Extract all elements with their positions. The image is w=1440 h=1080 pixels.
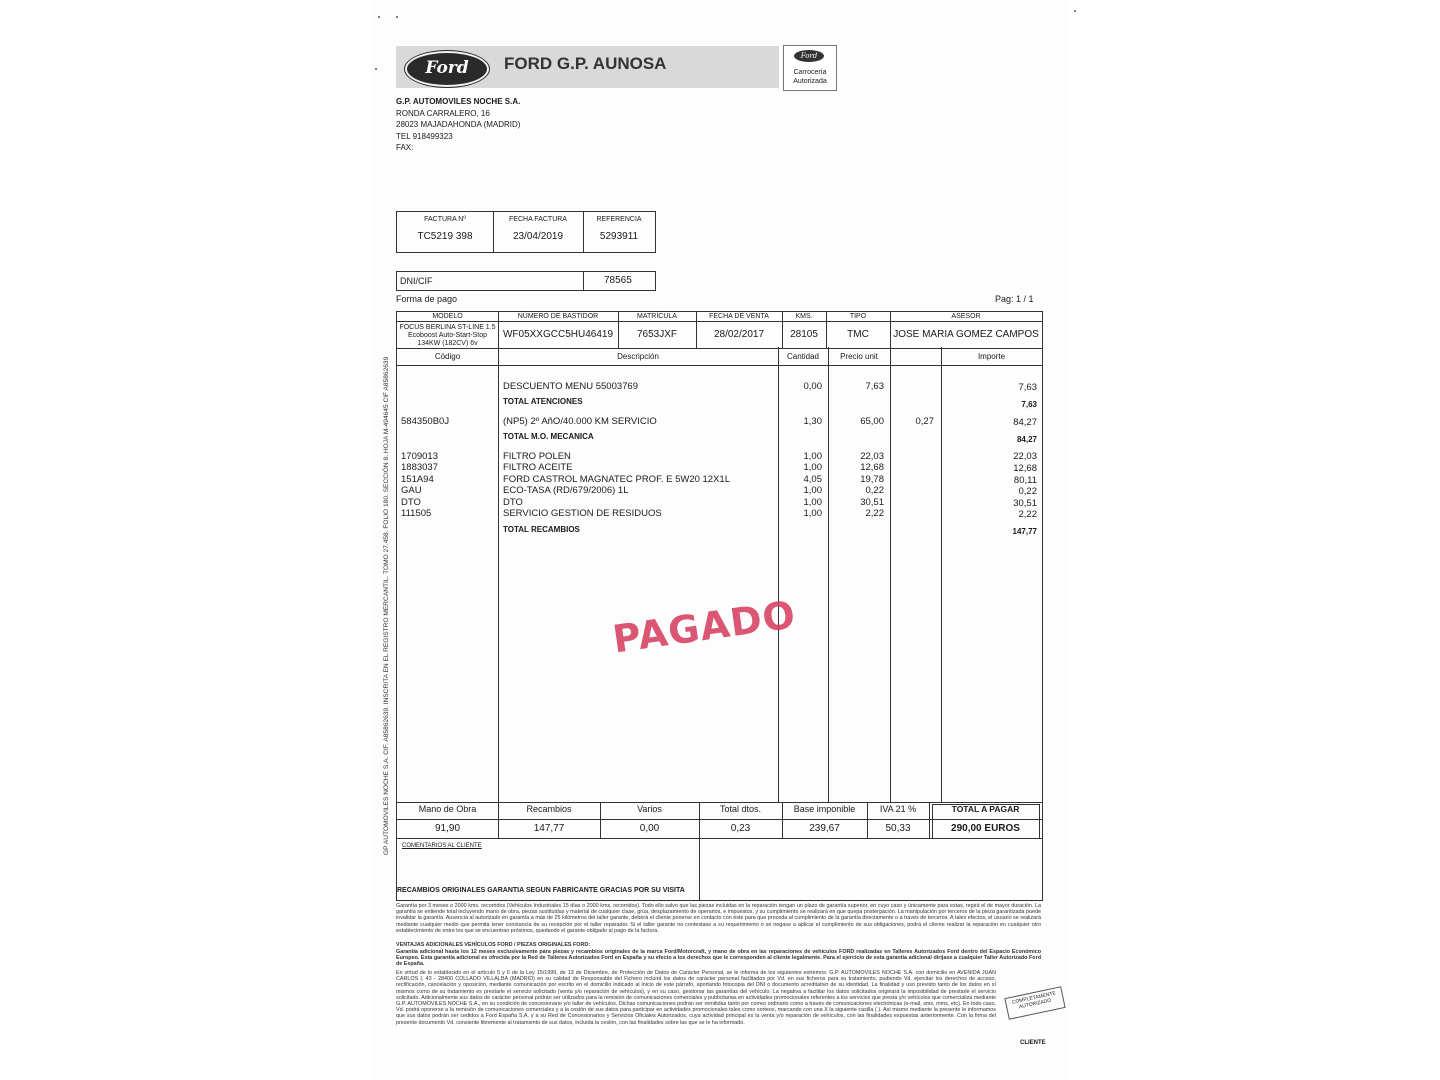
invoice-meta-box <box>396 211 656 253</box>
line-code: GAU <box>401 485 422 496</box>
line-code: 584350B0J <box>401 416 450 427</box>
line-description: FORD CASTROL MAGNATEC PROF. E 5W20 12X1L <box>503 474 730 485</box>
company-city: 28023 MAJADAHONDA (MADRID) <box>396 120 521 129</box>
comments-box <box>396 838 1043 901</box>
registry-side-text: GP AUTOMOVILES NOCHE S.A. CIF. A85862639. INSCRITA EN EL REGISTRO MERCANTIL. TOMO 27.458. FOLIO 180. SECCIÓN 8. HOJA M-494645 CIF A85862639 <box>383 356 390 855</box>
line-amount: 80,11 <box>1013 475 1037 486</box>
line-unit-price: 0,22 <box>865 485 884 496</box>
plate-cell: MATRÍCULA 7653JXF <box>636 313 678 340</box>
company-street: RONDA CARRALERO, 16 <box>396 108 490 118</box>
line-discount: 0,27 <box>915 416 934 427</box>
scan-speck <box>375 68 377 70</box>
warranty-text: Garantía por 3 meses o 2000 kms. recorridos (Vehículos Industriales 15 días o 2000 kms. recorridos). Todo ello salvo que las piezas incluidas en la reparación tengan un plazo de garantía superior, en cuyo caso y únicamente para estas, regirá el de mayor duración. La garantía se entiende total incluyendo mano de obra, piezas sustituidas y material de cualquier clase, grúa, desplazamiento de operarios, e impuestos, y su cumplimiento se realizará en que quepa postergación. La manipulación por terceros de la pieza garantizada puede invalidar la garantía. Ausencia al autorizado en garantía a más de 25 kilómetros del taller garante, deberá el cliente ponerse en contacto con éste para que proceda al cumplimiento de la garantía directamente o a través de terceros. A tales efectos, el usuario se realizará mediante cualquier medio que permita tener constancia de su recepción por el taller reparador. Si el taller garante no contestase a su requerimiento o se negase a aplicar el cumplimiento de sus obligaciones, podrá el cliente realizar la reparación en cualquier otro establecimiento de entre los que se encuentran próximos, quedando el garante obligado al pago de la factura. <box>396 903 1041 934</box>
line-description: DESCUENTO MENU 55003769 <box>503 381 638 392</box>
ford-logo: Ford <box>405 51 489 87</box>
discounts-total: 0,23 <box>730 823 751 834</box>
invoice-lines-table <box>396 347 1043 803</box>
advisor-cell: ASESOR JOSE MARIA GOMEZ CAMPOS <box>893 313 1039 340</box>
vehicle-table <box>396 311 1043 349</box>
line-amount: 22,03 <box>1013 451 1037 462</box>
col-header-amount: Importe <box>977 352 1006 361</box>
scan-speck <box>396 16 398 18</box>
advantages-title: VENTAJAS ADICIONALES VEHÍCULOS FORD / PIEZAS ORIGINALES FORD: <box>396 942 591 948</box>
subtotal-label: TOTAL M.O. MECANICA <box>503 432 594 441</box>
subtotal-label: TOTAL ATENCIONES <box>503 397 583 406</box>
subtotal-amount: 147,77 <box>1012 527 1037 536</box>
total-due-label: TOTAL A PAGAR <box>951 804 1020 814</box>
vin-cell: NÚMERO DE BASTIDOR WF05XXGCC5HU46419 <box>502 313 614 340</box>
comments-label: COMENTARIOS AL CLIENTE <box>402 843 482 849</box>
badge-line: Autorizada <box>793 78 827 85</box>
paid-stamp: PAGADO <box>610 592 799 662</box>
vehicle-model-cell: MODELO FOCUS BERLINA ST-LINE 1.5 Ecoboost Auto-Start-Stop 134KW (182CV) 6v <box>399 313 496 347</box>
line-code: DTO <box>401 497 421 508</box>
line-code: 111505 <box>401 508 432 519</box>
parts-total: 147,77 <box>533 823 565 834</box>
line-quantity: 1,30 <box>803 416 822 427</box>
company-name: G.P. AUTOMOVILES NOCHE S.A. <box>396 97 521 106</box>
line-unit-price: 30,51 <box>860 497 884 508</box>
line-unit-price: 65,00 <box>860 416 884 427</box>
company-phone: TEL 918499323 <box>396 131 453 141</box>
comments-footer: RECAMBIOS ORIGINALES GARANTIA SEGUN FABRICANTE GRACIAS POR SU VISITA <box>397 887 685 894</box>
sale-date-cell: FECHA DE VENTA 28/02/2017 <box>709 313 769 340</box>
line-unit-price: 12,68 <box>860 462 884 473</box>
line-description: (NP5) 2º AñO/40.000 KM SERVICIO <box>503 416 657 427</box>
line-description: FILTRO POLEN <box>503 451 571 462</box>
col-header-code: Código <box>434 352 461 361</box>
dealer-name: FORD G.P. AUNOSA <box>504 54 667 73</box>
col-header-quantity: Cantidad <box>786 352 820 361</box>
line-unit-price: 7,63 <box>865 381 884 392</box>
subtotal-amount: 7,63 <box>1021 400 1037 409</box>
subtotal-amount: 84,27 <box>1016 435 1037 444</box>
scan-speck <box>1074 10 1076 12</box>
line-amount: 30,51 <box>1013 498 1037 509</box>
col-header-description: Descripción <box>617 352 659 361</box>
line-description: FILTRO ACEITE <box>503 462 573 473</box>
tax-base-label: Base imponible <box>793 804 856 814</box>
page-number: Pag: 1 / 1 <box>995 294 1034 304</box>
line-quantity: 1,00 <box>803 497 822 508</box>
line-code: 1709013 <box>401 451 438 462</box>
type-cell: TIPO TMC <box>847 313 869 340</box>
kms-cell: KMS. 28105 <box>790 313 818 340</box>
authorization-stamp: COMPLETAMENTE AUTORIZADO <box>1004 986 1065 1020</box>
ford-badge-logo: Ford <box>794 50 824 62</box>
misc-total: 0,00 <box>639 823 660 834</box>
line-quantity: 4,05 <box>803 474 822 485</box>
subtotal-label: TOTAL RECAMBIOS <box>503 525 580 534</box>
labor-total: 91,90 <box>434 823 461 834</box>
company-address <box>396 96 520 154</box>
line-amount: 84,27 <box>1013 417 1037 428</box>
line-unit-price: 19,78 <box>860 474 884 485</box>
parts-label: Recambios <box>526 804 572 814</box>
invoice-date-cell: FECHA FACTURA 23/04/2019 <box>509 216 567 242</box>
scan-speck <box>378 16 380 18</box>
line-description: DTO <box>503 497 523 508</box>
line-amount: 0,22 <box>1018 486 1037 497</box>
line-quantity: 1,00 <box>803 462 822 473</box>
labor-label: Mano de Obra <box>418 804 477 814</box>
line-code: 151A94 <box>401 474 434 485</box>
line-quantity: 0,00 <box>803 381 822 392</box>
line-description: SERVICIO GESTION DE RESIDUOS <box>503 508 662 519</box>
misc-label: Varios <box>637 804 662 814</box>
vat-total: 50,33 <box>885 823 911 834</box>
line-amount: 2,22 <box>1018 509 1037 520</box>
company-fax: FAX: <box>396 143 414 152</box>
line-code: 1883037 <box>401 462 438 473</box>
total-due: 290,00 EUROS <box>951 823 1020 834</box>
discounts-label: Total dtos. <box>719 804 762 814</box>
line-unit-price: 2,22 <box>865 508 884 519</box>
vat-label: IVA 21 % <box>879 804 917 814</box>
line-amount: 12,68 <box>1013 463 1037 474</box>
tax-base-total: 239,67 <box>809 823 840 834</box>
dni-box <box>396 271 656 291</box>
dni-label: DNI/CIF <box>400 276 433 286</box>
payment-method-label: Forma de pago <box>396 294 458 304</box>
invoice-number-cell: FACTURA Nº TC5219 398 <box>417 216 473 242</box>
badge-line: Carrocería <box>793 69 827 76</box>
total-due-box <box>932 804 1040 839</box>
line-amount: 7,63 <box>1018 382 1037 393</box>
client-copy-label: CLIENTE <box>1020 1040 1046 1046</box>
advantages-text: Garantía adicional hasta los 12 meses exclusivamente para piezas y recambios originales de la marca Ford/Motorcraft, y mano de obra en las reparaciones de vehículos FORD realizadas en Talleres Autorizados Ford dentro del Espacio Económico Europeo. Esta garantía adicional es ofrecida por la Red de Talleres Autorizados Ford en España y su efecto a los derechos que le corresponden al cliente legalmente. Para el ejercicio de esta garantía adicional diríjase a cualquier Taller Autorizado Ford de España. <box>396 949 1041 968</box>
line-description: ECO-TASA (RD/679/2006) 1L <box>503 485 629 496</box>
dni-value: 78565 <box>604 275 632 286</box>
line-quantity: 1,00 <box>803 508 822 519</box>
col-header-unit-price: Precio unit <box>840 352 878 361</box>
authorized-body-shop-badge <box>783 45 837 91</box>
line-quantity: 1,00 <box>803 485 822 496</box>
reference-cell: REFERENCIA 5293911 <box>596 216 642 242</box>
line-unit-price: 22,03 <box>860 451 884 462</box>
privacy-text: En virtud de lo establecido en el artículo 5 y 6 de la Ley 15/1999, de 13 de Diciembre, de Protección de Datos de Carácter Personal, se le informa de los siguientes extremos: G.P. AUTOMOVILES NOCHE S.A. con domicilio en AVENIDA JUAN CARLOS I, 43 - 28400 COLLADO VILLALBA (MADRID) en su calidad de Responsable del Fichero incluirá los datos de carácter personal facilitados por Vd. en sus ficheros para su tratamiento, pudiendo Vd. ejercitar los derechos de acceso, rectificación, cancelación y oposición, mediante comunicación por escrito en el domicilio indicado al inicio de este párrafo, aportando fotocopia del DNI o documento acreditativo de su identidad. La finalidad y uso previsto tanto de los datos en sí mismos como de su tratamiento es prestarle el servicio solicitado (venta y/o reparación de vehículos), y en su caso, gestionar las garantías del vehículo. La negativa a facilitar los datos solicitados originará la imposibilidad de prestarle el servicio solicitado. Adicionalmente sus datos de carácter personal podrán ser utilizados para la remisión de comunicaciones comerciales y publicitarias en actividades promocionales referentes a los servicios que presta y/o vehículos que comercializa mediante G.P. AUTOMOVILES NOCHE S.A., en su condición de concesionario y/o taller de vehículos. Dichas comunicaciones podrán ser remitidas tanto por correo ordinario como a través de comunicaciones electrónicas (e-mail, sms, mms, etc). En todo caso, Vd. podrá oponerse a la remisión de comunicaciones comerciales y a la cesión de sus datos para participar en actividades promocionales tales como sorteos, marcando con una X la siguiente casilla ( ). Así mismo mediante la presente le informamos que sus datos podrán ser cedidos a Ford España S.A. y a su Red de Concesionarios y Servicios Oficiales Autorizados, cuya actividad principal es la venta y/o reparación de vehículos, con las finalidades expuestas anteriormente. Con la firma del presente documento Vd. consiente libremente al tratamiento de sus datos, incluida la cesión, con las finalidades sobre las que se le ha informado. <box>396 970 996 1026</box>
line-quantity: 1,00 <box>803 451 822 462</box>
